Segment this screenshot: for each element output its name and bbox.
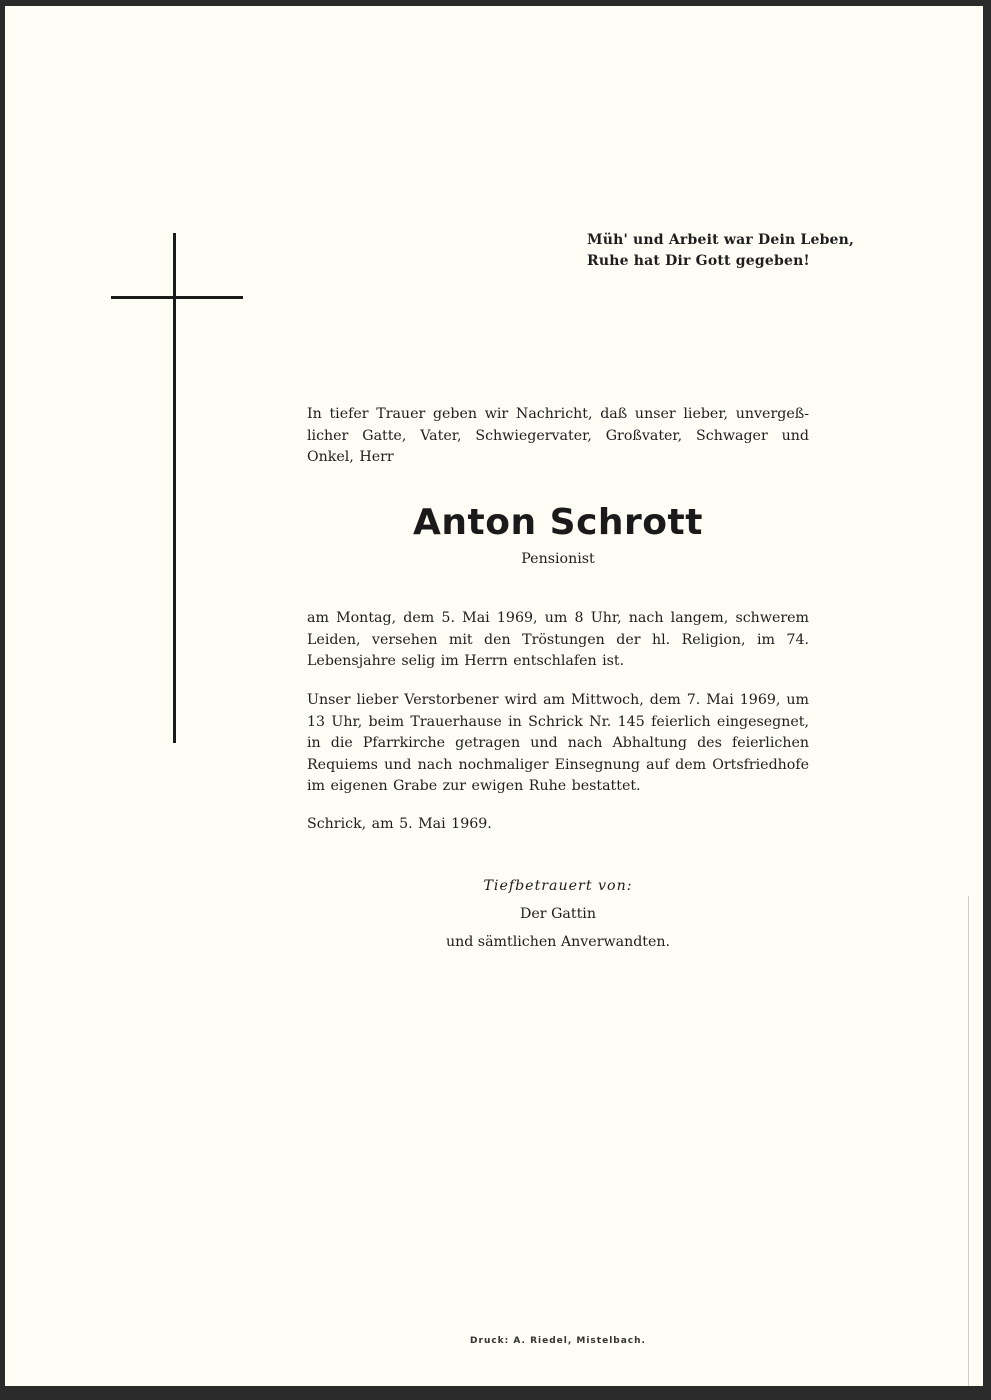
death-paragraph: am Montag, dem 5. Mai 1969, um 8 Uhr, nach langem, schwerem Leiden, versehen mit den Tröstungen der hl. Religion, im 74. Lebensjahre selig im Herrn entschlafen ist. — [307, 610, 809, 669]
funeral-paragraph: Unser lieber Verstorbener wird am Mittwoch, dem 7. Mai 1969, um 13 Uhr, beim Trauerhause in Schrick Nr. 145 feierlich eingesegnet, in die Pfarrkirche getragen und nach Abhaltung des feierlichen Requiems und nach nochmaliger Einsegnung auf dem Ortsfriedhofe im eigenen Grabe zur ewigen Ruhe bestattet. — [307, 692, 809, 794]
paper-fold-line — [968, 896, 969, 1386]
mourners-heading: Tiefbetrauert von: — [483, 878, 633, 894]
mourners-block — [305, 872, 811, 956]
mourners-line-2: und sämtlichen Anverwandten. — [445, 934, 671, 950]
motto-line-2: Ruhe hat Dir Gott gegeben! — [587, 253, 810, 269]
deceased-name: Anton Schrott — [413, 502, 703, 543]
place-date: Schrick, am 5. Mai 1969. — [307, 816, 492, 832]
cross-crossbar — [111, 296, 243, 299]
deceased-occupation: Pensionist — [521, 551, 595, 567]
motto-line-1: Müh' und Arbeit war Dein Leben, — [587, 232, 855, 248]
cross-icon — [173, 233, 176, 743]
announcement-paragraph: In tiefer Trauer geben wir Nachricht, daß unser lieber, unvergeß-licher Gatte, Vater, Schwiegervater, Großvater, Schwager und Onkel, Herr — [307, 406, 809, 465]
obituary-sheet — [5, 6, 983, 1386]
motto — [587, 230, 854, 272]
mourners-line-1: Der Gattin — [520, 906, 596, 922]
printer-imprint: Druck: A. Riedel, Mistelbach. — [470, 1336, 646, 1346]
